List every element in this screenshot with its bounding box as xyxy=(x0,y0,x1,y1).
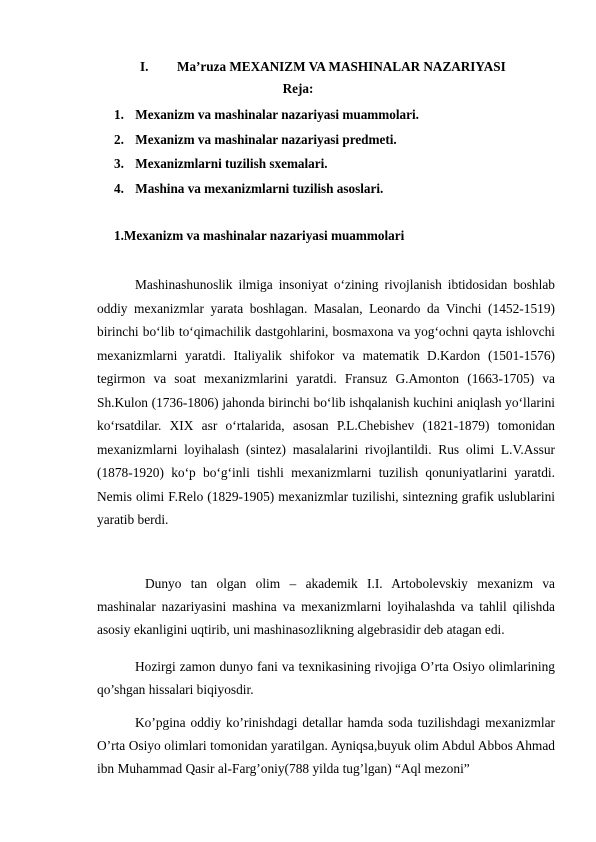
plan-list xyxy=(114,106,419,204)
plan-item-number: 1. xyxy=(114,107,124,122)
body-paragraph: Dunyo tan olgan olim – akademik I.I. Artobolevskiy mexanizm va mashinalar nazariyasini mashina va mexanizmlarni loyihalashda va tahlil qilishda asosiy ekanligini uqtirib, uni mashinasozlikning algebrasidir deb atagan edi. xyxy=(97,576,555,637)
body-paragraph: Ko’pgina oddiy ko’rinishdagi detallar hamda soda tuzilishdagi mexanizmlar O’rta Osiyo olimlari tomonidan yaratilgan. Ayniqsa,buyuk olim Abdul Abbos Ahmad ibn Muhammad Qasir al-Farg’oniy(788 yilda tug’lgan) “Aql mezoni” xyxy=(97,715,555,776)
section-heading: 1.Mexanizm va mashinalar nazariyasi muammolari xyxy=(114,228,405,243)
plan-item xyxy=(114,180,419,205)
body-paragraph: Mashinashunoslik ilmiga insoniyat o‘zining rivojlanish ibtidosidan boshlab oddiy mexanizmlar yarata boshlagan. Masalan, Leonardo da Vinchi (1452-1519) birinchi bo‘lib to‘qimachilik dastgohlarini, bosmaxona va yog‘ochni qayta ishlovchi mexanizmlarni yaratdi. Italiyalik shifokor va matematik D.Kardon (1501-1576) tegirmon va soat mexanizmlarini yaratdi. Fransuz G.Amonton (1663-1705) va Sh.Kulon (1736-1806) jahonda birinchi bo‘lib ishqalanish kuchini aniqlash yo‘llarini ko‘rsatdilar. XIX asr o‘rtalarida, asosan P.L.Chebishev (1821-1879) tomonidan mexanizmlarni loyihalash (sintez) masalalarini rivojlantildi. Rus olimi L.V.Assur (1878-1920) ko‘p bo‘g‘inli tishli mexanizmlarni tuzilish qonuniyatlarini yaratdi. Nemis olimi F.Relo (1829-1905) mexanizmlar tuzilishi, sintezning grafik uslublarini yaratib berdi. xyxy=(97,277,555,527)
lecture-number: I. xyxy=(140,59,149,74)
plan-item-number: 2. xyxy=(114,131,124,147)
plan-item-text: Mexanizm va mashinalar nazariyasi muammolari. xyxy=(135,107,419,122)
plan-item xyxy=(114,131,419,156)
plan-item-text: Mashina va mexanizmlarni tuzilish asoslari. xyxy=(135,180,384,196)
body-paragraph: Hozirgi zamon dunyo fani va texnikasining rivojiga O’rta Osiyo olimlarining qo’shgan hissalari biqiyosdir. xyxy=(97,659,555,697)
plan-item-text: Mexanizmlarni tuzilish sxemalari. xyxy=(135,156,328,172)
plan-heading: Reja: xyxy=(282,81,314,96)
plan-item xyxy=(114,106,419,131)
plan-item-number: 3. xyxy=(114,156,124,172)
plan-item-text: Mexanizm va mashinalar nazariyasi predmeti. xyxy=(135,131,397,147)
plan-item xyxy=(114,155,419,180)
plan-item-number: 4. xyxy=(114,180,124,196)
lecture-title-text: Ma’ruza MEXANIZM VA MASHINALAR NAZARIYASI xyxy=(177,59,506,74)
